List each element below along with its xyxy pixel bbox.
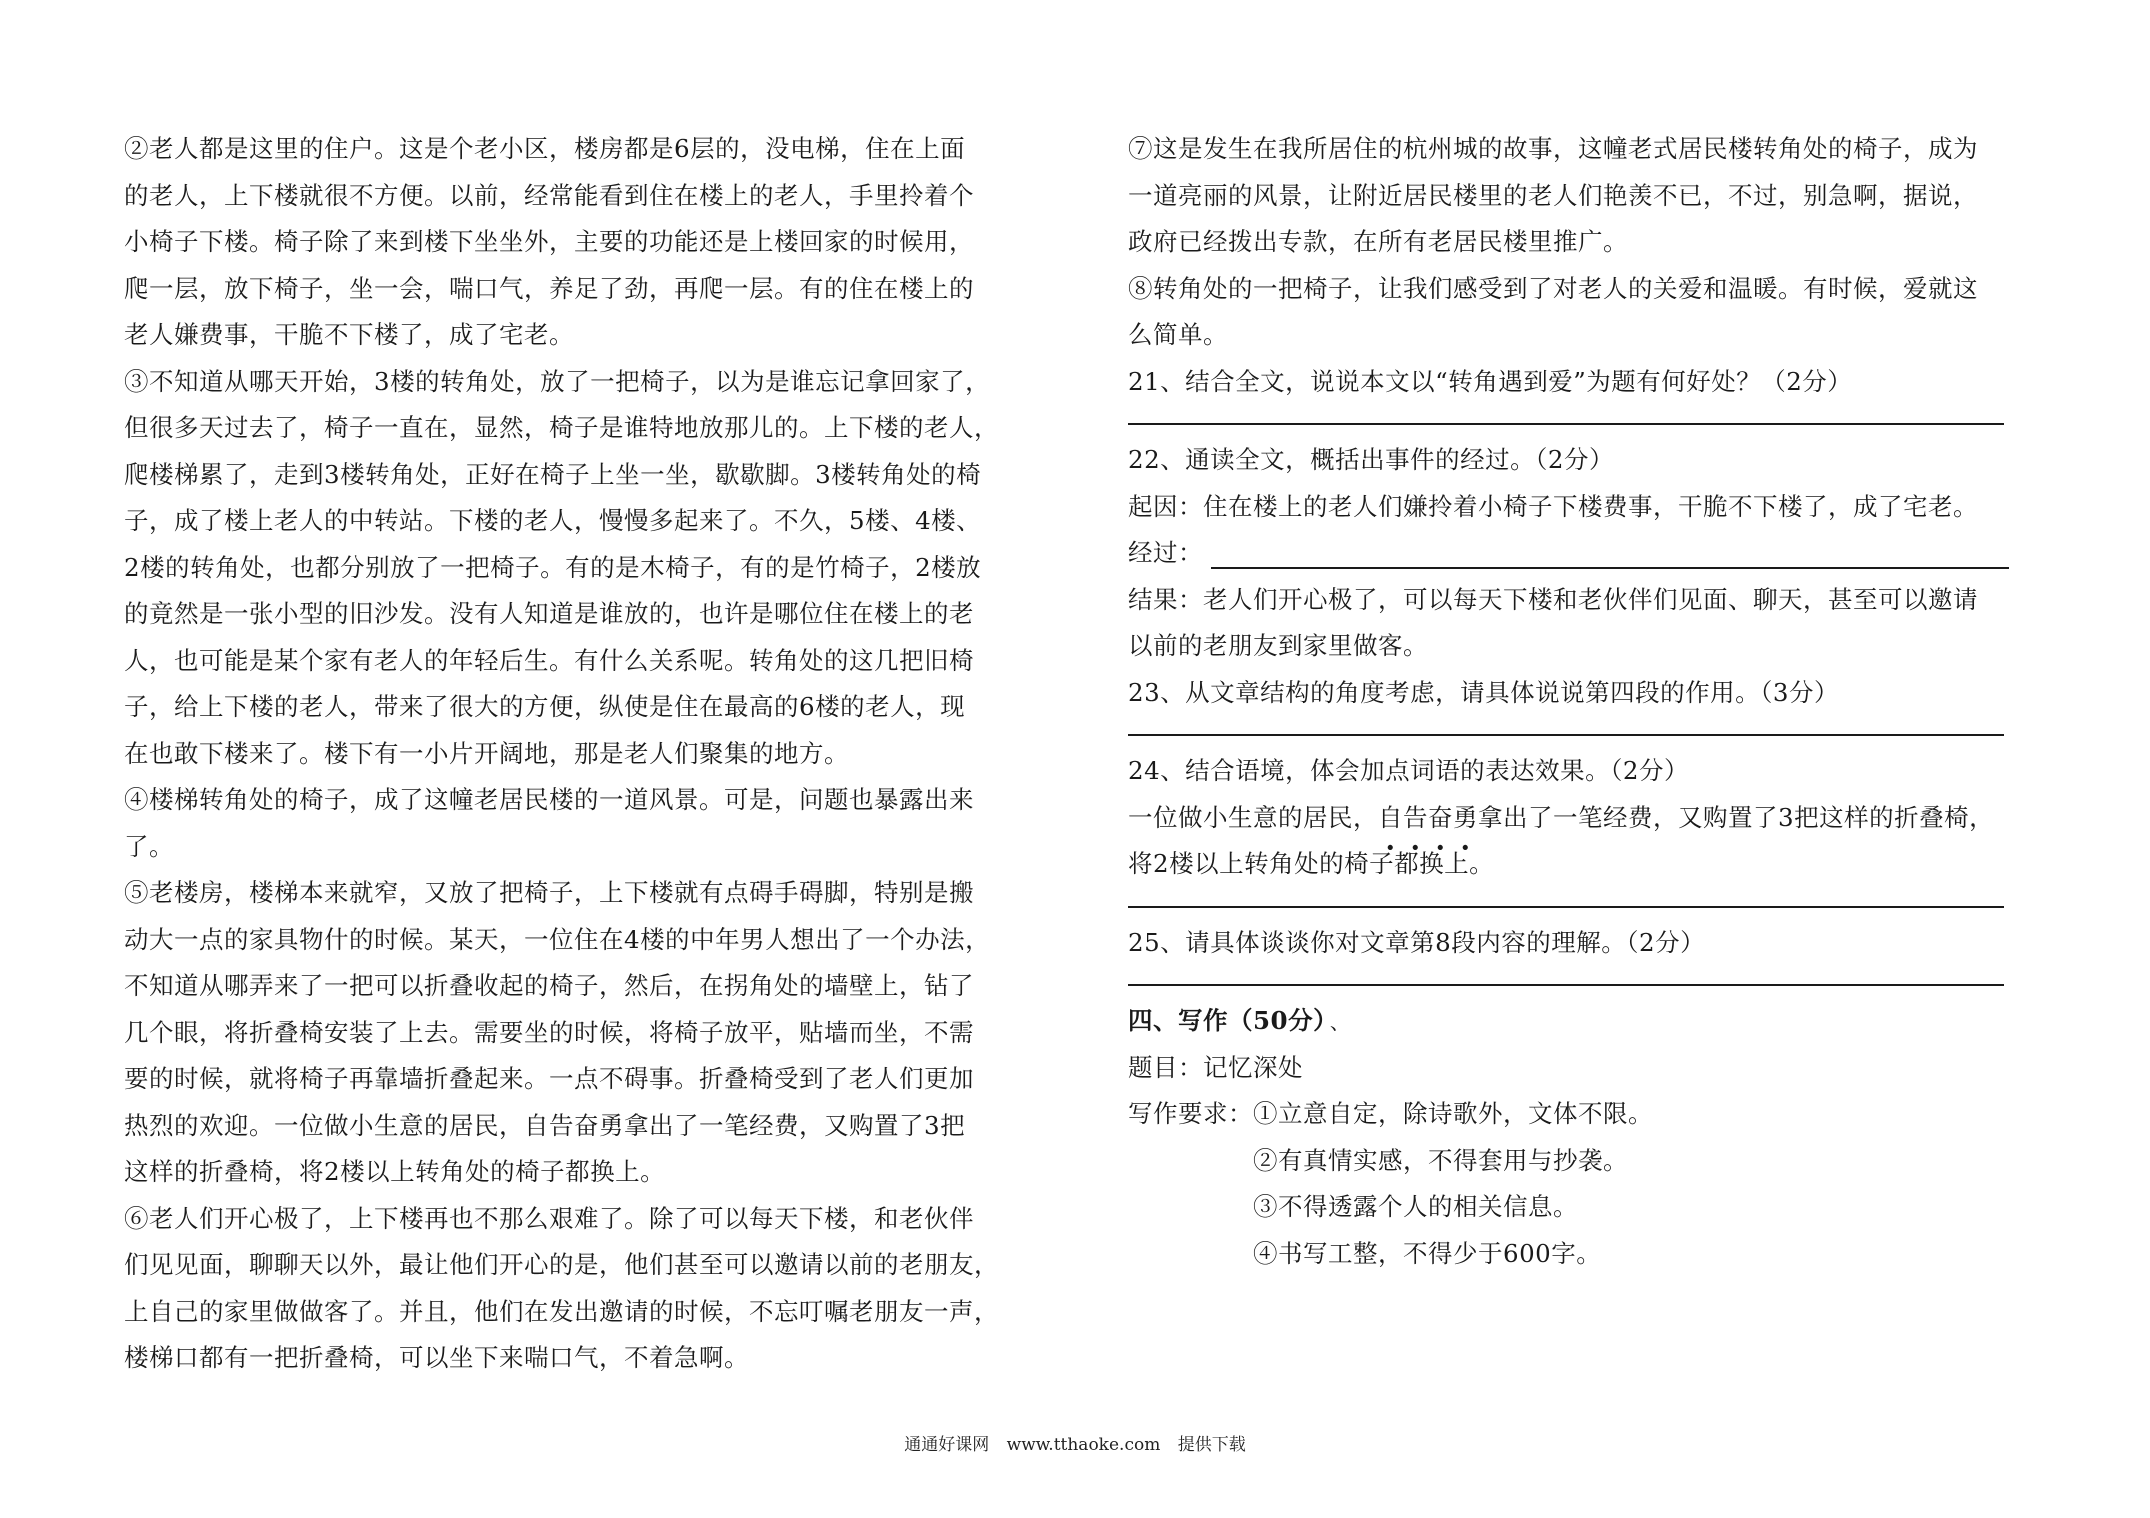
passage-line: 的竟然是一张小型的旧沙发。没有人知道是谁放的，也许是哪位住在楼上的老 (124, 599, 974, 628)
answer-line-25[interactable] (1128, 984, 2004, 986)
dotted-char: 自 (1378, 802, 1403, 832)
writing-requirement-2: ②有真情实感，不得套用与抄袭。 (1253, 1145, 1628, 1175)
footer-note: 提供下载 (1177, 1435, 1246, 1455)
passage-line: 子，成了楼上老人的中转站。下楼的老人，慢慢多起来了。不久，5楼、4楼、 (124, 506, 982, 535)
dotted-char: 告 (1403, 802, 1428, 832)
passage-line: 楼梯口都有一把折叠椅，可以坐下来喘口气，不着急啊。 (124, 1343, 749, 1372)
writing-requirement-3: ③不得透露个人的相关信息。 (1253, 1192, 1578, 1221)
question-22-result-line: 以前的老朋友到家里做客。 (1128, 631, 1428, 660)
stray-mark: 、 (1329, 1010, 1351, 1034)
page-footer (0, 1430, 2150, 1455)
question-21: 21、结合全文，说说本文以“转角遇到爱”为题有何好处？（2分） (1128, 366, 1853, 396)
passage-line: 爬楼梯累了，走到3楼转角处，正好在椅子上坐一坐，歇歇脚。3楼转角处的椅 (124, 459, 982, 489)
question-22-cause: 起因：住在楼上的老人们嫌拎着小椅子下楼费事，干脆不下楼了，成了宅老。 (1128, 491, 1978, 521)
quote-before: 一位做小生意的居民， (1128, 802, 1378, 832)
passage-line: 在也敢下楼来了。楼下有一小片开阔地，那是老人们聚集的地方。 (124, 738, 849, 768)
passage-line: 这样的折叠椅，将2楼以上转角处的椅子都换上。 (124, 1157, 666, 1186)
answer-line-23[interactable] (1128, 734, 2004, 736)
passage-line: 几个眼，将折叠椅安装了上去。需要坐的时候，将椅子放平，贴墙而坐，不需 (124, 1017, 974, 1047)
question-24-quote-line2: 将2楼以上转角处的椅子都换上。 (1128, 849, 1495, 878)
passage-line: 一道亮丽的风景，让附近居民楼里的老人们艳羡不已，不过，别急啊，据说， (1128, 180, 1978, 210)
passage-line: 热烈的欢迎。一位做小生意的居民，自告奋勇拿出了一笔经费，又购置了3把 (124, 1110, 966, 1140)
requirement-label: 写作要求： (1128, 1099, 1253, 1128)
passage-line: 人，也可能是某个家有老人的年轻后生。有什么关系呢。转角处的这几把旧椅 (124, 645, 974, 675)
passage-line: 要的时候，就将椅子再靠墙折叠起来。一点不碍事。折叠椅受到了老人们更加 (124, 1064, 974, 1093)
passage-line: 上自己的家里做做客了。并且，他们在发出邀请的时候，不忘叮嘱老朋友一声， (124, 1296, 999, 1326)
writing-requirement-1 (1128, 1091, 2004, 1138)
passage-line: ⑧转角处的一把椅子，让我们感受到了对老人的关爱和温暖。有时候，爱就这 (1128, 273, 1978, 303)
writing-requirement-4: ④书写工整，不得少于600字。 (1253, 1238, 1602, 1268)
questions-right-column (1128, 126, 2004, 1277)
question-24: 24、结合语境，体会加点词语的表达效果。（2分） (1128, 756, 1690, 785)
question-22-result-line: 结果：老人们开心极了，可以每天下楼和老伙伴们见面、聊天，甚至可以邀请 (1128, 584, 1978, 614)
passage-line: 们见见面，聊聊天以外，最让他们开心的是，他们甚至可以邀请以前的老朋友， (124, 1250, 999, 1279)
question-24-quote (1128, 795, 2004, 842)
passage-line: 政府已经拨出专款，在所有老居民楼里推广。 (1128, 227, 1628, 256)
passage-line: ④楼梯转角处的椅子，成了这幢老居民楼的一道风景。可是，问题也暴露出来 (124, 785, 974, 814)
passage-line: 了。 (124, 831, 174, 861)
dotted-phrase (1378, 803, 1478, 832)
question-25: 25、请具体谈谈你对文章第8段内容的理解。（2分） (1128, 927, 1706, 957)
passage-line: 么简单。 (1128, 320, 1228, 349)
reading-passage-left-column (124, 126, 1004, 1382)
requirement-item: ①立意自定，除诗歌外，文体不限。 (1253, 1099, 1653, 1128)
passage-line: ⑦这是发生在我所居住的杭州城的故事，这幢老式居民楼转角处的椅子，成为 (1128, 134, 1978, 163)
passage-line: ⑥老人们开心极了，上下楼再也不那么艰难了。除了可以每天下楼，和老伙伴 (124, 1203, 974, 1233)
passage-line: ③不知道从哪天开始，3楼的转角处，放了一把椅子，以为是谁忘记拿回家了， (124, 366, 991, 396)
passage-line: 爬一层，放下椅子，坐一会，喘口气，养足了劲，再爬一层。有的住在楼上的 (124, 273, 974, 303)
writing-section (1128, 998, 2004, 1045)
footer-site-name: 通通好课网 (904, 1435, 990, 1455)
passage-line: ⑤老楼房，楼梯本来就窄，又放了把椅子，上下楼就有点碍手碍脚，特别是搬 (124, 878, 974, 907)
passage-line: 的老人，上下楼就很不方便。以前，经常能看到住在楼上的老人，手里拎着个 (124, 180, 974, 210)
answer-line-21[interactable] (1128, 423, 2004, 425)
footer-url: www.tthaoke.com (1006, 1435, 1161, 1455)
process-label: 经过： (1128, 538, 1203, 567)
passage-line: 子，给上下楼的老人，带来了很大的方便，纵使是住在最高的6楼的老人，现 (124, 692, 966, 721)
passage-line: 2楼的转角处，也都分别放了一把椅子。有的是木椅子，有的是竹椅子，2楼放 (124, 552, 982, 582)
passage-line: 动大一点的家具物什的时候。某天，一位住在4楼的中年男人想出了一个办法， (124, 924, 991, 954)
passage-line: ②老人都是这里的住户。这是个老小区，楼房都是6层的，没电梯，住在上面 (124, 134, 966, 163)
passage-line: 不知道从哪弄来了一把可以折叠收起的椅子，然后，在拐角处的墙壁上，钻了 (124, 971, 974, 1000)
question-22: 22、通读全文，概括出事件的经过。（2分） (1128, 445, 1615, 474)
passage-line: 小椅子下楼。椅子除了来到楼下坐坐外，主要的功能还是上楼回家的时候用， (124, 227, 974, 256)
question-22-process (1128, 530, 2004, 577)
question-23: 23、从文章结构的角度考虑，请具体说说第四段的作用。（3分） (1128, 677, 1840, 707)
answer-line-22[interactable] (1211, 567, 2009, 569)
answer-line-24[interactable] (1128, 906, 2004, 908)
quote-after: 拿出了一笔经费，又购置了3把这样的折叠椅， (1478, 802, 1995, 832)
dotted-char: 勇 (1453, 802, 1478, 832)
dotted-char: 奋 (1428, 802, 1453, 832)
passage-line: 老人嫌费事，干脆不下楼了，成了宅老。 (124, 320, 574, 349)
passage-line: 但很多天过去了，椅子一直在，显然，椅子是谁特地放那儿的。上下楼的老人， (124, 413, 999, 442)
writing-heading: 四、写作（50分） (1128, 1006, 1326, 1035)
writing-topic: 题目：记忆深处 (1128, 1052, 1303, 1082)
